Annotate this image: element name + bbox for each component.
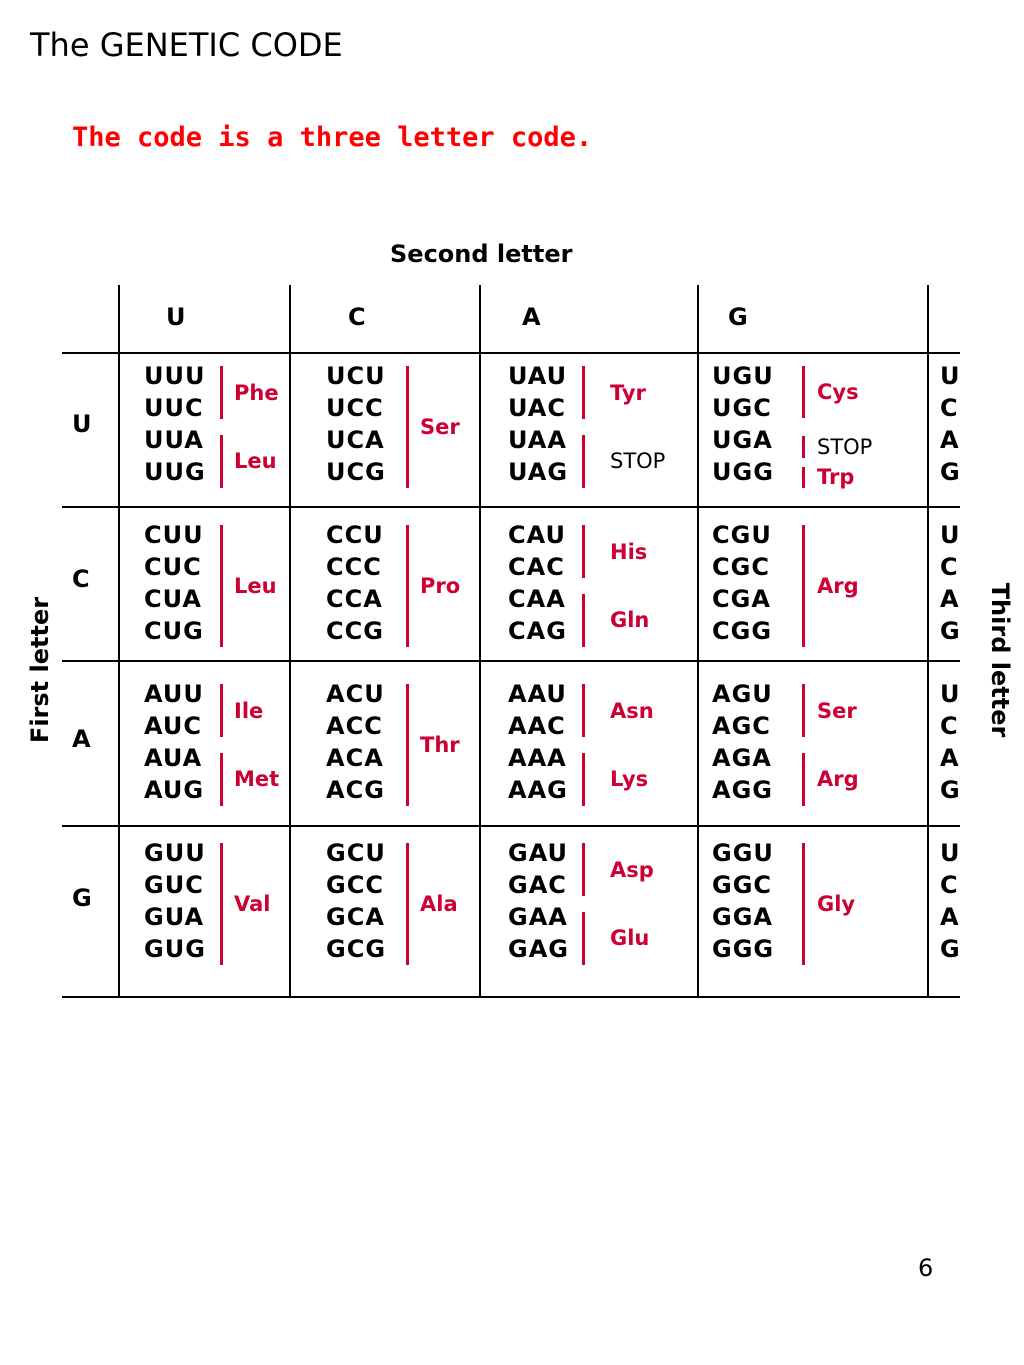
codon: CGC bbox=[712, 553, 770, 581]
codon-group-bar bbox=[582, 594, 585, 647]
codon: GUU bbox=[144, 839, 206, 867]
codon: UUG bbox=[144, 458, 206, 486]
amino-acid-label: Ile bbox=[234, 698, 264, 723]
codon: AGG bbox=[712, 776, 773, 804]
codon: UUC bbox=[144, 394, 204, 422]
codon: AUU bbox=[144, 680, 204, 708]
codon: CAA bbox=[508, 585, 566, 613]
codon: CGU bbox=[712, 521, 772, 549]
codon-group-bar bbox=[220, 525, 223, 647]
codon: AGU bbox=[712, 680, 773, 708]
codon: GUC bbox=[144, 871, 204, 899]
codon: CGA bbox=[712, 585, 771, 613]
stop-codon-label: STOP bbox=[610, 449, 666, 474]
codon-group-bar bbox=[802, 467, 805, 488]
subtitle: The code is a three letter code. bbox=[72, 122, 593, 153]
third-letter: U bbox=[940, 839, 960, 867]
codon-group-bar bbox=[582, 435, 585, 488]
amino-acid-label: Asp bbox=[610, 857, 654, 882]
column-header: G bbox=[728, 303, 748, 331]
codon: UGU bbox=[712, 362, 774, 390]
codon: CCA bbox=[326, 585, 383, 613]
codon: CCC bbox=[326, 553, 382, 581]
third-letter-label: Third letter bbox=[986, 582, 1014, 738]
codon: UAU bbox=[508, 362, 568, 390]
codon: GGA bbox=[712, 903, 773, 931]
stop-codon-label: STOP bbox=[817, 435, 873, 459]
codon: AAG bbox=[508, 776, 568, 804]
codon-group-bar bbox=[802, 684, 805, 737]
codon: GAA bbox=[508, 903, 568, 931]
codon-group-bar bbox=[406, 525, 409, 647]
codon: UCC bbox=[326, 394, 384, 422]
codon: CAG bbox=[508, 617, 567, 645]
third-letter: G bbox=[940, 776, 960, 804]
table-divider-vertical bbox=[697, 285, 699, 997]
codon: AAA bbox=[508, 744, 567, 772]
codon: CUU bbox=[144, 521, 204, 549]
third-letter: A bbox=[940, 585, 959, 613]
page-title: The GENETIC CODE bbox=[30, 26, 343, 64]
codon-group-bar bbox=[406, 843, 409, 965]
codon-group-bar bbox=[582, 912, 585, 965]
table-divider-vertical bbox=[927, 285, 929, 997]
codon: ACU bbox=[326, 680, 385, 708]
codon: GGU bbox=[712, 839, 774, 867]
table-divider-vertical bbox=[289, 285, 291, 997]
codon-group-bar bbox=[802, 525, 805, 647]
amino-acid-label: Gln bbox=[610, 608, 650, 633]
codon: GAU bbox=[508, 839, 569, 867]
codon: GCG bbox=[326, 935, 387, 963]
third-letter: G bbox=[940, 458, 960, 486]
codon: AGC bbox=[712, 712, 771, 740]
amino-acid-label: Met bbox=[234, 767, 280, 792]
amino-acid-label: Val bbox=[234, 892, 271, 916]
codon: CUG bbox=[144, 617, 204, 645]
codon-group-bar bbox=[582, 843, 585, 896]
row-header: G bbox=[72, 884, 92, 912]
codon-group-bar bbox=[220, 753, 223, 806]
column-header: A bbox=[522, 303, 541, 331]
codon: UUA bbox=[144, 426, 204, 454]
amino-acid-label: Ser bbox=[420, 415, 460, 439]
codon: CAU bbox=[508, 521, 566, 549]
third-letter: U bbox=[940, 521, 960, 549]
codon: UUU bbox=[144, 362, 206, 390]
codon-group-bar bbox=[582, 684, 585, 737]
third-letter: U bbox=[940, 680, 960, 708]
codon-group-bar bbox=[582, 366, 585, 419]
amino-acid-label: Asn bbox=[610, 698, 654, 723]
codon-group-bar bbox=[582, 525, 585, 578]
amino-acid-label: Arg bbox=[817, 574, 859, 598]
codon-group-bar bbox=[802, 436, 805, 457]
codon: GCC bbox=[326, 871, 384, 899]
codon-group-bar bbox=[220, 366, 223, 419]
amino-acid-label: Gly bbox=[817, 892, 856, 916]
codon-group-bar bbox=[582, 753, 585, 806]
row-header: A bbox=[72, 725, 91, 753]
codon: GGG bbox=[712, 935, 775, 963]
amino-acid-label: Leu bbox=[234, 449, 277, 474]
codon: UCA bbox=[326, 426, 385, 454]
codon: UCU bbox=[326, 362, 386, 390]
codon-group-bar bbox=[220, 684, 223, 737]
amino-acid-label: Glu bbox=[610, 926, 650, 951]
codon: ACG bbox=[326, 776, 385, 804]
codon: GUG bbox=[144, 935, 206, 963]
third-letter: C bbox=[940, 394, 958, 422]
codon-group-bar bbox=[802, 753, 805, 806]
third-letter: C bbox=[940, 553, 958, 581]
codon: AAC bbox=[508, 712, 566, 740]
third-letter: C bbox=[940, 712, 958, 740]
codon: UGG bbox=[712, 458, 774, 486]
codon: AUA bbox=[144, 744, 203, 772]
codon: CCG bbox=[326, 617, 384, 645]
codon: CCU bbox=[326, 521, 384, 549]
amino-acid-label: Phe bbox=[234, 380, 279, 405]
amino-acid-label: Thr bbox=[420, 733, 460, 757]
amino-acid-label: Ser bbox=[817, 698, 857, 723]
codon: AGA bbox=[712, 744, 772, 772]
amino-acid-label: Arg bbox=[817, 767, 859, 792]
table-divider-vertical bbox=[118, 285, 120, 997]
codon: CGG bbox=[712, 617, 773, 645]
codon-group-bar bbox=[406, 366, 409, 488]
third-letter: A bbox=[940, 426, 959, 454]
third-letter: G bbox=[940, 617, 960, 645]
amino-acid-label: Leu bbox=[234, 574, 277, 598]
third-letter: G bbox=[940, 935, 960, 963]
codon: GAG bbox=[508, 935, 569, 963]
third-letter: A bbox=[940, 903, 959, 931]
codon: CUC bbox=[144, 553, 202, 581]
amino-acid-label: Cys bbox=[817, 379, 859, 404]
codon: AUG bbox=[144, 776, 205, 804]
amino-acid-label: Tyr bbox=[610, 380, 646, 405]
codon: GCA bbox=[326, 903, 385, 931]
codon: UAC bbox=[508, 394, 566, 422]
codon-group-bar bbox=[220, 843, 223, 965]
second-letter-label: Second letter bbox=[390, 240, 573, 268]
column-header: U bbox=[166, 303, 186, 331]
codon-group-bar bbox=[802, 366, 805, 418]
row-header: U bbox=[72, 410, 92, 438]
codon: CUA bbox=[144, 585, 202, 613]
codon: UCG bbox=[326, 458, 386, 486]
column-header: C bbox=[348, 303, 366, 331]
codon: UAA bbox=[508, 426, 567, 454]
third-letter: C bbox=[940, 871, 958, 899]
codon: UGC bbox=[712, 394, 772, 422]
codon: GCU bbox=[326, 839, 386, 867]
table-divider-vertical bbox=[479, 285, 481, 997]
table-divider-horizontal bbox=[62, 506, 960, 508]
codon: GUA bbox=[144, 903, 205, 931]
codon: AAU bbox=[508, 680, 567, 708]
codon-group-bar bbox=[220, 435, 223, 488]
codon: AUC bbox=[144, 712, 202, 740]
table-divider-horizontal bbox=[62, 352, 960, 354]
table-divider-horizontal bbox=[62, 825, 960, 827]
codon-group-bar bbox=[406, 684, 409, 806]
amino-acid-label: Pro bbox=[420, 574, 461, 598]
codon: GAC bbox=[508, 871, 567, 899]
third-letter: A bbox=[940, 744, 959, 772]
codon: UAG bbox=[508, 458, 569, 486]
row-header: C bbox=[72, 565, 90, 593]
codon: CAC bbox=[508, 553, 565, 581]
codon: UGA bbox=[712, 426, 773, 454]
codon: ACC bbox=[326, 712, 383, 740]
page-number: 6 bbox=[918, 1254, 934, 1282]
amino-acid-label: Trp bbox=[817, 465, 855, 490]
table-divider-horizontal bbox=[62, 660, 960, 662]
codon: GGC bbox=[712, 871, 773, 899]
third-letter: U bbox=[940, 362, 960, 390]
codon: ACA bbox=[326, 744, 384, 772]
codon-group-bar bbox=[802, 843, 805, 965]
amino-acid-label: Ala bbox=[420, 892, 458, 916]
amino-acid-label: Lys bbox=[610, 767, 649, 792]
amino-acid-label: His bbox=[610, 539, 648, 564]
first-letter-label: First letter bbox=[26, 596, 54, 744]
table-divider-horizontal bbox=[62, 996, 960, 998]
